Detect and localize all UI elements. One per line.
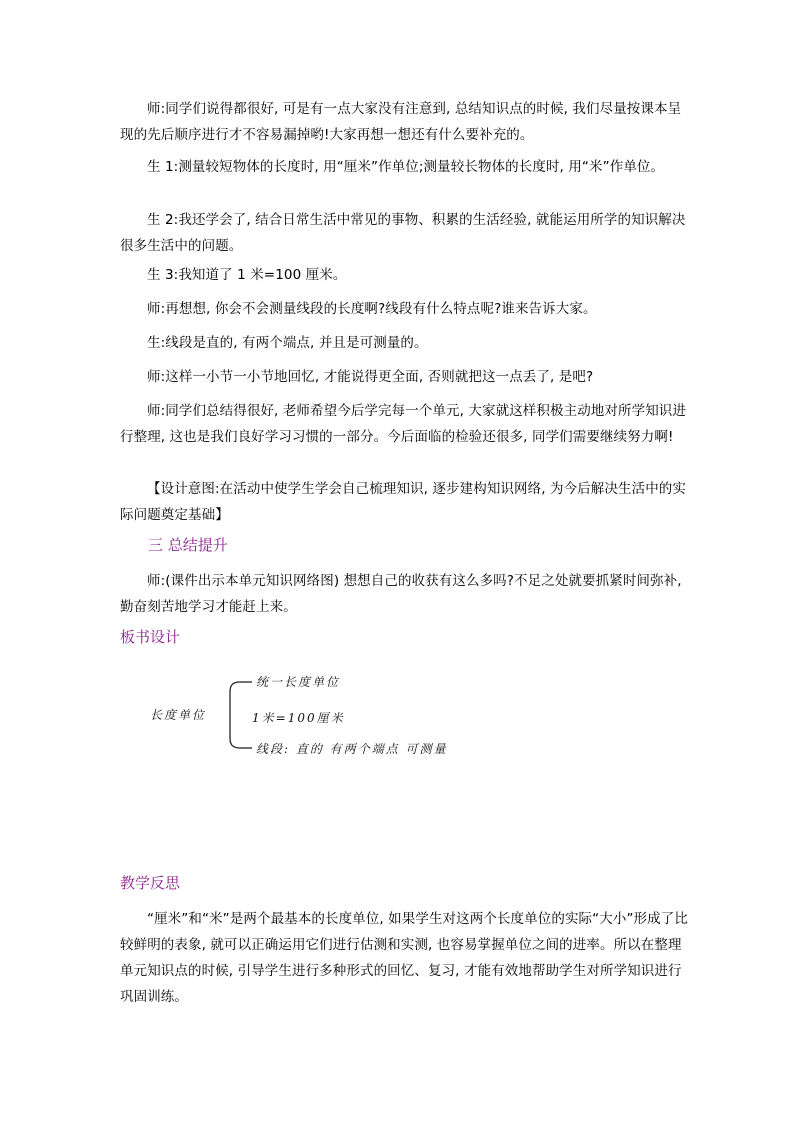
paragraph-teacher-4: 师:同学们总结得很好, 老师希望今后学完每一个单元, 大家就这样积极主动地对所学知识进行整理, 这也是我们良好学习习惯的一部分。今后面临的检验还很多, 同学们需要继续努力啊! [120,403,687,445]
paragraph-reflection: “厘米”和“米”是两个最基本的长度单位, 如果学生对这两个长度单位的实际“大小”形成了比较鲜明的表象, 就可以正确运用它们进行估测和实测, 也容易掌握单位之间的进率。所以在整理单元知识点的时候, 引导学生进行多种形式的回忆、复习, 才能有效地帮助学生对所学知识进行巩固训练。 [120,911,688,1005]
paragraph-student-1: 生 1:测量较短物体的长度时, 用“厘米”作单位;测量较长物体的长度时, 用“米”作单位。 [147,159,665,175]
paragraph-teacher-5: 师:(课件出示本单元知识网络图) 想想自己的收获有这么多吗?不足之处就要抓紧时间弥补, 勤奋刻苦地学习才能赶上来。 [120,573,682,615]
paragraph-design-intent: 【设计意图:在活动中使学生学会自己梳理知识, 逐步建构知识网络, 为今后解决生活中的实际问题奠定基础】 [120,481,687,523]
board-design-diagram [120,660,500,770]
paragraph-teacher-2: 师:再想想, 你会不会测量线段的长度啊?线段有什么特点呢?谁来告诉大家。 [147,301,597,317]
paragraph-teacher-1: 师:同学们说得都很好, 可是有一点大家没有注意到, 总结知识点的时候, 我们尽量按课本呈现的先后顺序进行才不容易漏掉哟!大家再想一想还有什么要补充的。 [120,101,682,143]
brace-shape [230,682,240,748]
paragraph-student-3: 生 3:我知道了 1 米=100 厘米。 [147,267,347,283]
section-heading-summary: 三 总结提升 [148,536,228,554]
paragraph-student-2: 生 2:我还学会了, 结合日常生活中常见的事物、积累的生活经验, 就能运用所学的知识解决很多生活中的问题。 [120,212,686,254]
paragraph-teacher-3: 师:这样一小节一小节地回忆, 才能说得更全面, 否则就把这一点丢了, 是吧? [147,369,594,385]
board-root-label: 长度单位 [150,708,207,722]
board-item-unify-units: 统一长度单位 [256,675,341,689]
board-item-line-segment: 线段: 直的 有两个端点 可测量 [256,742,448,756]
section-heading-board-design: 板书设计 [120,628,181,646]
paragraph-student-4: 生:线段是直的, 有两个端点, 并且是可测量的。 [147,335,428,351]
section-heading-reflection: 教学反思 [120,874,181,892]
board-item-meter-conversion: 1米=100厘米 [252,711,345,725]
